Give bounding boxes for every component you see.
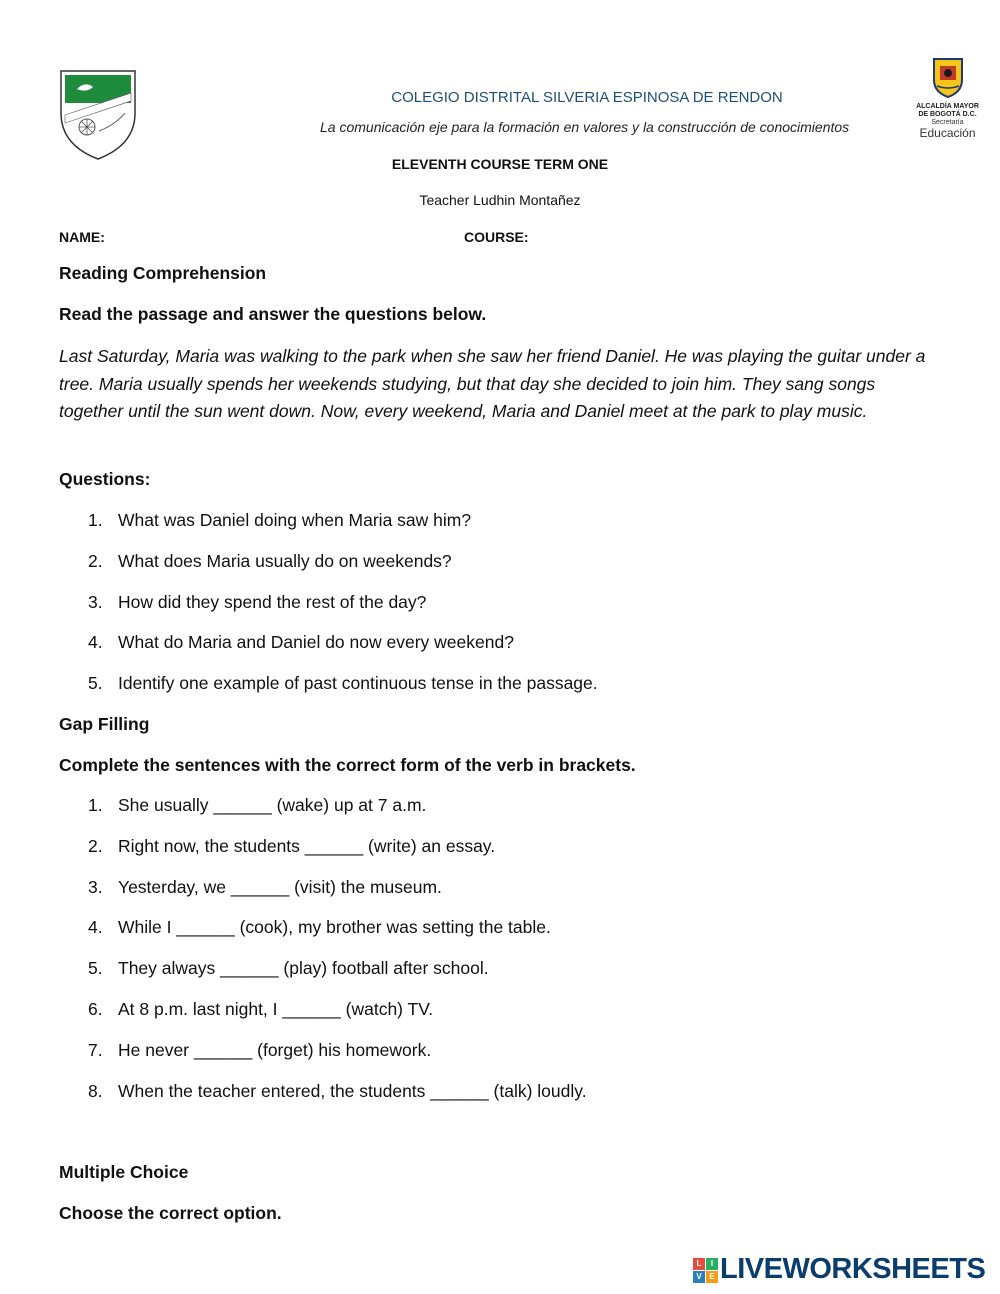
list-item (88, 917, 587, 958)
alcaldia-line-1: ALCALDÍA MAYOR (916, 103, 979, 110)
item-number: 4. (88, 917, 103, 938)
list-item (88, 673, 598, 714)
item-number: 4. (88, 632, 103, 653)
alcaldia-line-3: Secretaría (931, 119, 964, 126)
gap-sentence: They always ______ (play) football after school. (118, 958, 489, 979)
mc-section-title: Multiple Choice (59, 1162, 189, 1182)
school-motto: La comunicación eje para la formación en valores y la construcción de conocimientos (320, 119, 850, 135)
badge-letter: E (706, 1271, 718, 1283)
mc-instruction: Choose the correct option. (59, 1203, 282, 1223)
list-item (88, 592, 598, 633)
list-item (88, 1040, 587, 1081)
item-number: 8. (88, 1080, 103, 1101)
gap-instruction: Complete the sentences with the correct form of the verb in brackets. (59, 755, 636, 775)
questions-label: Questions: (59, 469, 151, 489)
list-item (88, 510, 598, 551)
item-number: 7. (88, 1039, 103, 1060)
item-number: 5. (88, 673, 103, 694)
list-item (88, 551, 598, 592)
reading-instruction: Read the passage and answer the questions below. (59, 304, 487, 324)
item-number: 5. (88, 958, 103, 979)
liveworksheets-badge-icon (693, 1258, 717, 1282)
questions-list (88, 510, 598, 714)
gap-sentence: He never ______ (forget) his homework. (118, 1039, 432, 1060)
badge-letter: I (706, 1258, 718, 1270)
question-text: What was Daniel doing when Maria saw him? (118, 510, 472, 530)
alcaldia-line-4: Educación (919, 126, 976, 140)
list-item (88, 632, 598, 673)
item-number: 1. (88, 795, 103, 815)
reading-passage: Last Saturday, Maria was walking to the park when she saw her friend Daniel. He was playing the guitar under a tree. Maria usually spends her weekends studying, but that day she decided to join him. They sang songs together until the sun went down. Now, every weekend, Maria and Daniel meet at the park to play music. (59, 346, 926, 422)
teacher-name: Teacher Ludhin Montañez (419, 192, 581, 208)
school-name: COLEGIO DISTRITAL SILVERIA ESPINOSA DE RENDON (391, 89, 783, 106)
question-text: What does Maria usually do on weekends? (118, 550, 452, 571)
list-item (88, 795, 587, 836)
name-field-label: NAME: (59, 229, 105, 245)
gap-sentence: When the teacher entered, the students ______ (talk) loudly. (118, 1080, 587, 1101)
item-number: 3. (88, 591, 103, 612)
course-title: ELEVENTH COURSE TERM ONE (391, 156, 609, 172)
item-number: 1. (88, 510, 103, 530)
school-crest-logo (55, 63, 141, 161)
gap-sentence: She usually ______ (wake) up at 7 a.m. (118, 795, 427, 815)
item-number: 3. (88, 876, 103, 897)
course-field-label: COURSE: (464, 229, 529, 245)
badge-letter: L (693, 1258, 705, 1270)
badge-letter: V (693, 1271, 705, 1283)
gap-sentence: Yesterday, we ______ (visit) the museum. (118, 876, 442, 897)
list-item (88, 1081, 587, 1122)
list-item (88, 877, 587, 918)
list-item (88, 999, 587, 1040)
item-number: 2. (88, 550, 103, 571)
gap-sentence: While I ______ (cook), my brother was setting the table. (118, 917, 551, 938)
question-text: How did they spend the rest of the day? (118, 591, 427, 612)
list-item (88, 836, 587, 877)
item-number: 6. (88, 998, 103, 1019)
gap-section-title: Gap Filling (59, 714, 150, 734)
list-item (88, 958, 587, 999)
item-number: 2. (88, 835, 103, 856)
liveworksheets-logo (693, 1253, 985, 1286)
gap-sentence: At 8 p.m. last night, I ______ (watch) TV. (118, 998, 434, 1019)
reading-section-title: Reading Comprehension (59, 263, 267, 283)
alcaldia-line-2: DE BOGOTÁ D.C. (918, 111, 977, 118)
question-text: What do Maria and Daniel do now every weekend? (118, 632, 514, 653)
question-text: Identify one example of past continuous tense in the passage. (118, 673, 598, 694)
liveworksheets-brand: LIVEWORKSHEETS (720, 1253, 986, 1285)
gap-list (88, 795, 587, 1121)
gap-sentence: Right now, the students ______ (write) an essay. (118, 835, 496, 856)
